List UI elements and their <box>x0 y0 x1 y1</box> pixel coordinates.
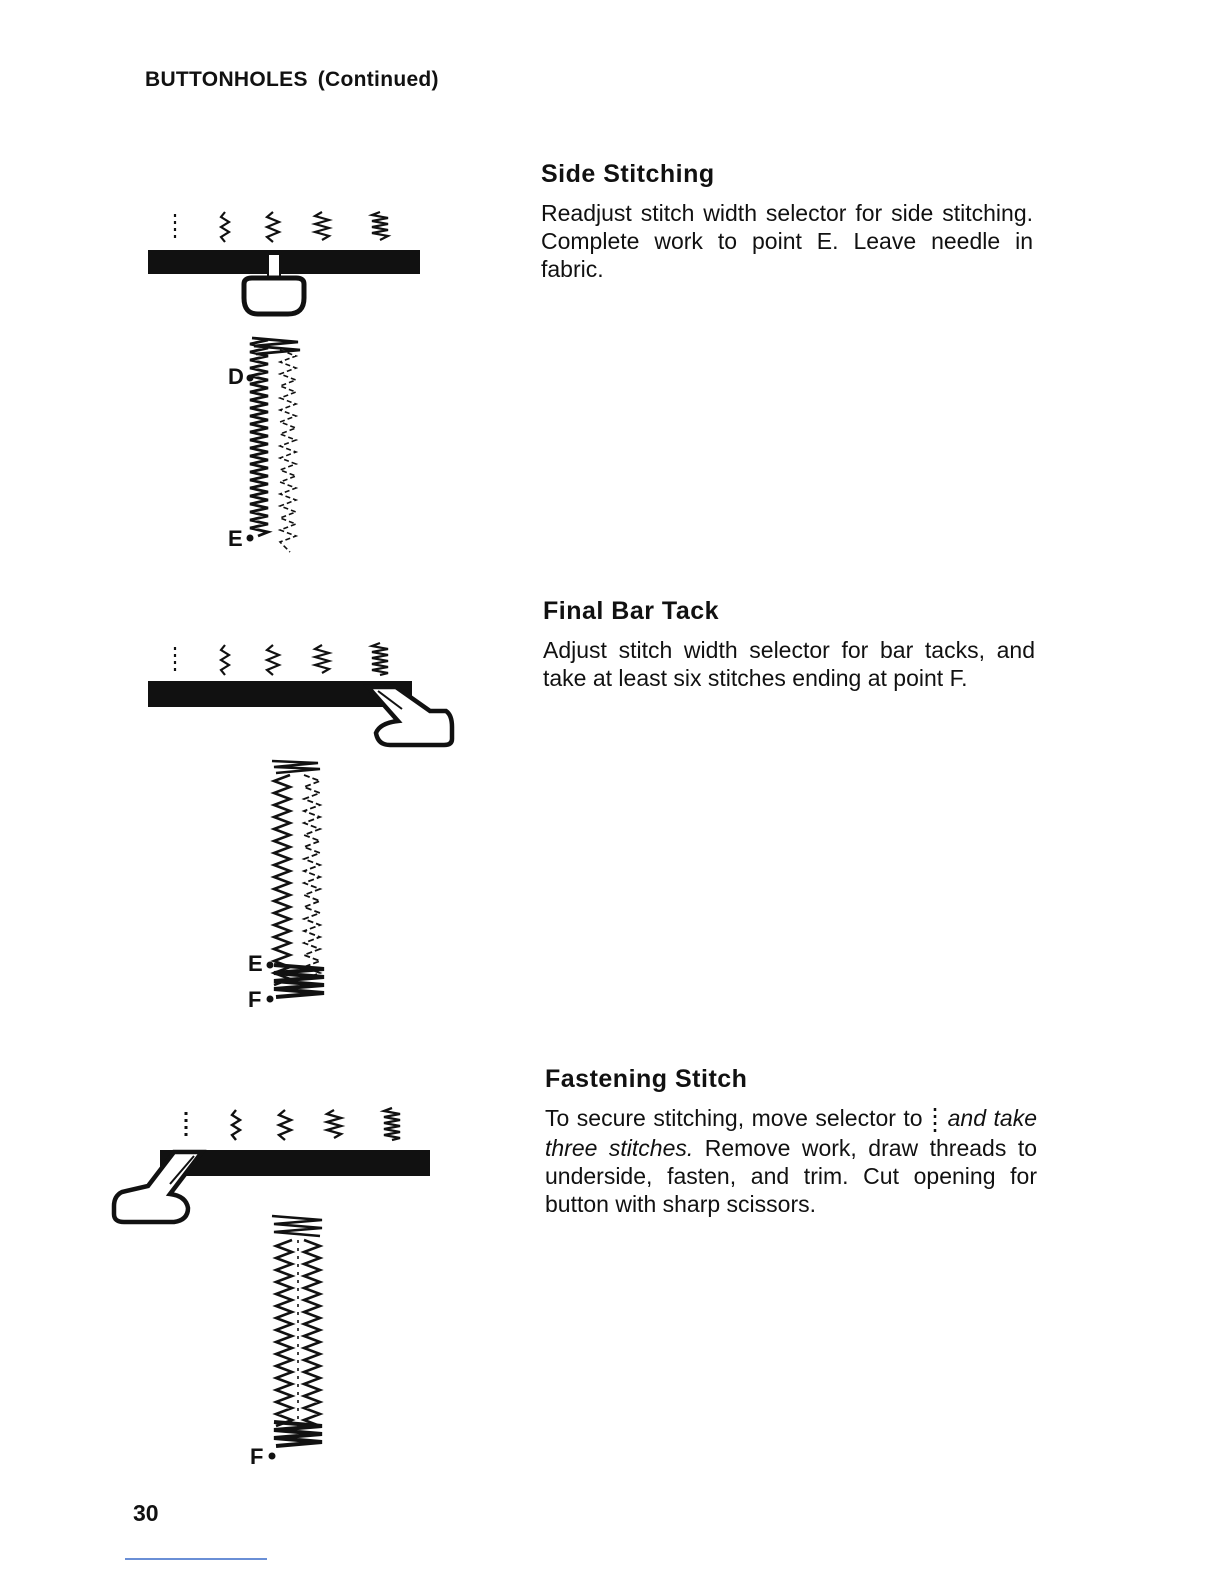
section-body-side-stitching: Readjust stitch width selector for side stitching. Complete work to point E. Leave needle in fabric. <box>541 200 1033 282</box>
fastening-body-rest: Remove work, draw threads to underside, fasten, and trim. Cut opening for button with sharp scissors. <box>545 1134 1037 1217</box>
presser-foot <box>368 687 452 745</box>
point-label: F <box>250 1444 264 1469</box>
point-label: E <box>228 526 243 551</box>
section-body-final-bar-tack: Adjust stitch width selector for bar tacks, and take at least six stitches ending at point F. <box>543 637 1035 691</box>
page-header-subtitle: (Continued) <box>317 68 439 91</box>
stitch-selector-icons <box>175 643 388 675</box>
final-bar-tack-figure <box>140 635 470 1015</box>
section-title-side-stitching: Side Stitching <box>541 160 715 188</box>
side-stitching-figure <box>140 200 440 580</box>
fastening-body-italic: and take three stitches. <box>545 1105 1037 1161</box>
section-title-fastening-stitch: Fastening Stitch <box>545 1065 748 1093</box>
footer-rule <box>125 1558 267 1560</box>
fastening-body-line1: To secure stitching, move selector to <box>545 1105 923 1131</box>
page-header-title: BUTTONHOLES <box>145 68 308 91</box>
section-title-final-bar-tack: Final Bar Tack <box>543 597 720 625</box>
section-body-fastening-stitch <box>545 1104 1037 1218</box>
straight-stitch-selector-icon <box>930 1106 940 1134</box>
buttonhole-stitches <box>272 761 320 985</box>
buttonhole-stitches <box>250 338 300 552</box>
page-header <box>145 68 439 92</box>
stitch-selector-icons <box>175 212 388 242</box>
page-number: 30 <box>133 1500 159 1526</box>
point-label: D <box>228 364 244 389</box>
fastening-stitch-figure <box>108 1100 448 1470</box>
presser-bar <box>148 250 420 274</box>
buttonhole-stitches <box>272 1216 322 1430</box>
point-label: E <box>248 951 263 976</box>
stitch-selector-icons <box>186 1108 400 1140</box>
presser-foot <box>244 278 304 314</box>
bar-tack <box>274 1422 322 1446</box>
point-label: F <box>248 987 262 1012</box>
